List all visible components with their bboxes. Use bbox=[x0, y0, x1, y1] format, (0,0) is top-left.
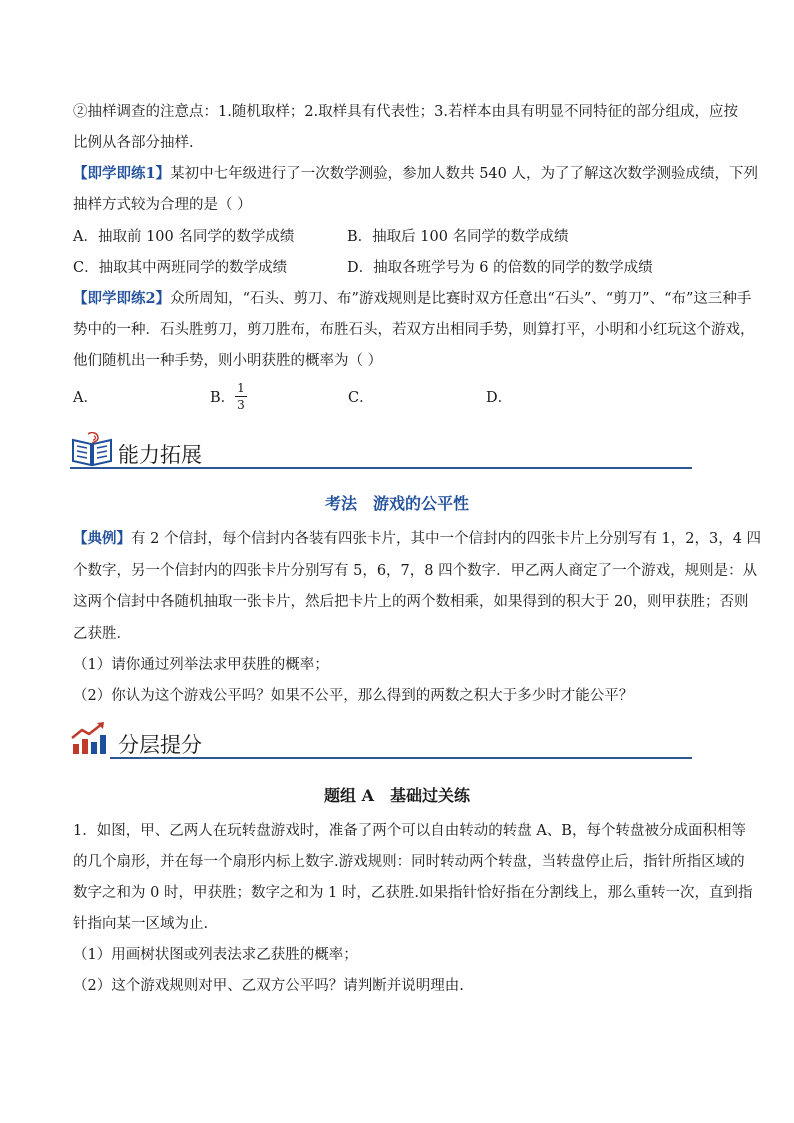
practice2-tag: 【即学即练2】 bbox=[73, 290, 171, 307]
problem1-line-1: 1．如图，甲、乙两人在玩转盘游戏时，准备了两个可以自由转动的转盘 A、B，每个转盘被分成面积相等 bbox=[73, 823, 746, 839]
practice1-stem-text: 某初中七年级进行了一次数学测验，参加人数共 540 人，为了了解这次数学测验成绩，下列 bbox=[170, 166, 758, 182]
problem1-line-4: 针指向某一区域为止. bbox=[73, 916, 209, 932]
bar-chart-arrow-icon bbox=[70, 720, 110, 756]
subtitle-group-a: 题组 A 基础过关练 bbox=[324, 786, 470, 805]
practice2-stem-1 bbox=[73, 289, 751, 309]
practice1-option-b: B．抽取后 100 名同学的数学成绩 bbox=[347, 229, 569, 245]
note-line-2: 比例从各部分抽样. bbox=[73, 135, 194, 151]
example-line-3: 这两个信封中各随机抽取一张卡片，然后把卡片上的两个数相乘，如果得到的积大于 20，则甲获胜；否则 bbox=[73, 594, 749, 610]
fraction-bar bbox=[235, 396, 247, 397]
practice1-option-c: C．抽取其中两班同学的数学成绩 bbox=[73, 260, 288, 276]
problem1-question-1: （1）用画树状图或列表法求乙获胜的概率； bbox=[73, 947, 358, 963]
problem1-line-2: 的几个扇形，并在每一个扇形内标上数字.游戏规则：同时转动两个转盘，当转盘停止后，指针所指区域的 bbox=[73, 854, 745, 870]
practice2-stem-3: 他们随机出一种手势，则小明获胜的概率为（ ） bbox=[73, 353, 383, 369]
section-rule-ability bbox=[70, 467, 692, 469]
practice2-option-b: B． bbox=[210, 390, 236, 406]
example-question-1: （1）请你通过列举法求甲获胜的概率； bbox=[73, 657, 329, 673]
fraction-one-third bbox=[234, 381, 248, 412]
example-line-1 bbox=[73, 529, 761, 549]
practice2-stem-text: 众所周知，“石头、剪刀、布”游戏规则是比赛时双方任意出“石头”、“剪刀”、“布”这三种手 bbox=[170, 291, 752, 307]
fraction-numerator: 1 bbox=[237, 381, 245, 395]
practice1-stem-2: 抽样方式较为合理的是（ ） bbox=[73, 197, 252, 213]
note-line-1: ②抽样调查的注意点：1.随机取样；2.取样具有代表性；3.若样本由具有明显不同特征的部分组成，应按 bbox=[73, 104, 738, 120]
practice1-option-a: A．抽取前 100 名同学的数学成绩 bbox=[73, 229, 295, 245]
practice2-option-a: A． bbox=[73, 390, 98, 406]
example-tag: 【典例】 bbox=[73, 530, 131, 547]
practice1-option-d: D．抽取各班学号为 6 的倍数的同学的数学成绩 bbox=[347, 260, 653, 276]
subtitle-game-fairness: 考法 游戏的公平性 bbox=[324, 494, 469, 513]
section-rule-layered bbox=[110, 757, 692, 759]
section-title-ability: 能力拓展 bbox=[118, 443, 202, 467]
practice2-option-c: C． bbox=[348, 390, 374, 406]
practice2-option-d: D． bbox=[486, 390, 513, 406]
practice1-stem-1 bbox=[73, 164, 758, 184]
example-text-1: 有 2 个信封，每个信封内各装有四张卡片，其中一个信封内的四张卡片上分别写有 1，2，3，4 四 bbox=[131, 531, 762, 547]
problem1-line-3: 数字之和为 0 时，甲获胜；数字之和为 1 时，乙获胜.如果指针恰好指在分割线上，那么重转一次，直到指 bbox=[73, 885, 753, 901]
problem1-question-2: （2）这个游戏规则对甲、乙双方公平吗？请判断并说明理由. bbox=[73, 978, 464, 994]
open-book-icon bbox=[70, 432, 114, 468]
example-line-4: 乙获胜． bbox=[73, 626, 131, 642]
practice1-tag: 【即学即练1】 bbox=[73, 165, 171, 182]
practice2-stem-2: 势中的一种．石头胜剪刀，剪刀胜布，布胜石头，若双方出相同手势，则算打平，小明和小红玩这个游戏， bbox=[73, 322, 755, 338]
fraction-denominator: 3 bbox=[237, 398, 245, 412]
example-line-2: 个数字，另一个信封内的四张卡片分别写有 5，6，7，8 四个数字．甲乙两人商定了一个游戏，规则是：从 bbox=[73, 563, 758, 579]
example-question-2: （2）你认为这个游戏公平吗？如果不公平，那么得到的两数之积大于多少时才能公平？ bbox=[73, 688, 634, 704]
section-title-layered-text: 分层提分 bbox=[118, 733, 202, 757]
